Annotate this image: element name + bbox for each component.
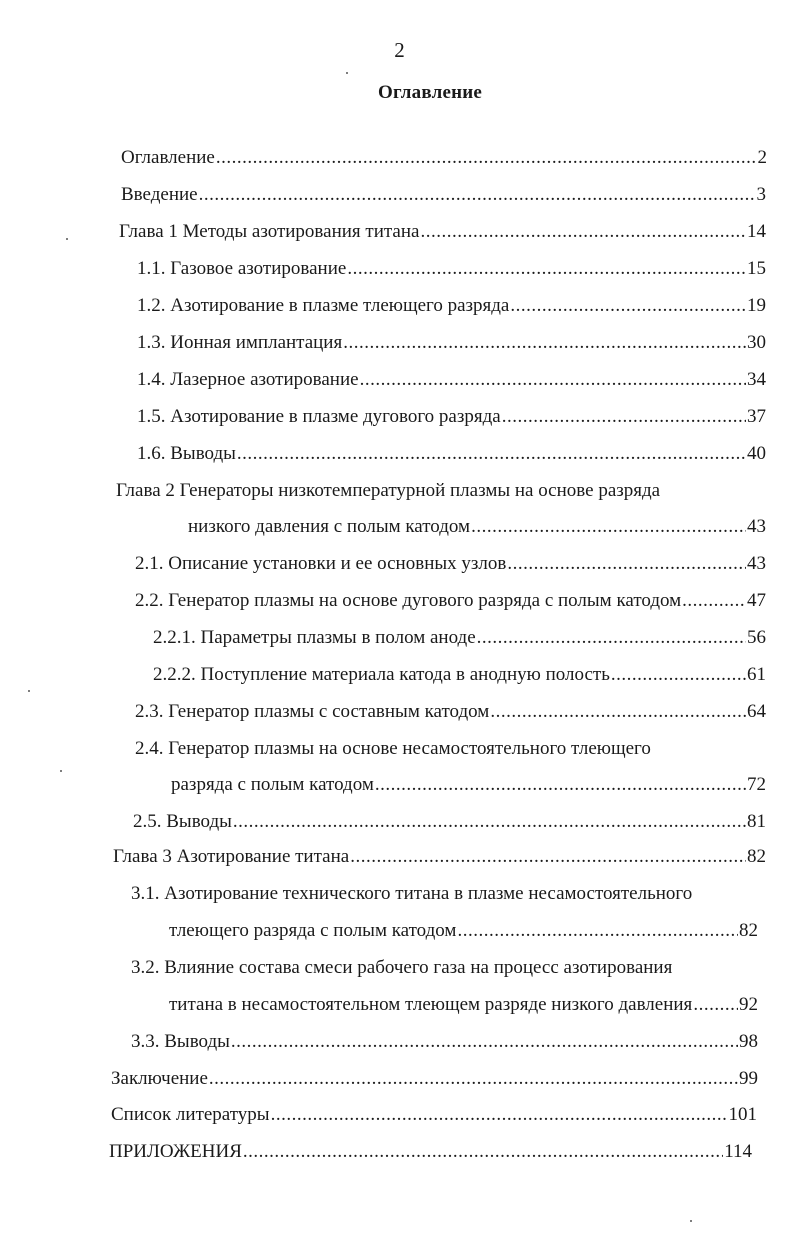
toc-leader-dots	[243, 1140, 723, 1164]
toc-entry	[169, 993, 758, 1017]
toc-entry	[137, 442, 766, 466]
toc-leader-dots	[507, 552, 746, 576]
toc-entry-page: 3	[756, 184, 766, 205]
toc-entry	[113, 845, 766, 869]
toc-leader-dots	[682, 589, 746, 613]
toc-entry	[171, 773, 766, 797]
toc-entry-page: 30	[747, 332, 766, 353]
toc-entry-text: 1.3. Ионная имплантация	[137, 332, 343, 353]
toc-leader-dots	[350, 845, 746, 869]
toc-entry-page: 40	[747, 443, 766, 464]
scan-speck	[346, 72, 348, 74]
toc-entry	[135, 700, 766, 724]
toc-entry-page: 92	[739, 994, 758, 1015]
toc-entry-page: 98	[739, 1031, 758, 1052]
toc-entry-first-line: 2.4. Генератор плазмы на основе несамостоятельного тлеющего	[135, 738, 651, 759]
toc-entry	[137, 405, 766, 429]
toc-entry	[135, 589, 766, 613]
toc-entry	[119, 220, 766, 244]
toc-entry-text: 2.5. Выводы	[133, 811, 232, 832]
toc-entry-text: 3.3. Выводы	[131, 1031, 230, 1052]
toc-leader-dots	[471, 515, 746, 539]
toc-entry-text: ПРИЛОЖЕНИЯ	[109, 1141, 242, 1162]
toc-leader-dots	[490, 700, 746, 724]
toc-entry-text: 1.4. Лазерное азотирование	[137, 369, 359, 390]
toc-entry-text: тлеющего разряда с полым катодом	[169, 920, 457, 941]
toc-entry-text: 1.6. Выводы	[137, 443, 236, 464]
toc-entry-page: 37	[747, 406, 766, 427]
toc-entry-text: 2.2.2. Поступление материала катода в анодную полость	[153, 664, 610, 685]
toc-entry	[188, 515, 766, 539]
toc-entry	[111, 1103, 757, 1127]
toc-leader-dots	[375, 773, 746, 797]
toc-entry-page: 43	[747, 553, 766, 574]
toc-entry-text: низкого давления с полым катодом	[188, 516, 471, 537]
toc-leader-dots	[233, 810, 746, 834]
toc-entry-page: 43	[747, 516, 766, 537]
toc-entry-text: 2.3. Генератор плазмы с составным катодом	[135, 701, 490, 722]
toc-entry	[121, 146, 767, 170]
toc-leader-dots	[343, 331, 746, 355]
toc-entry-page: 47	[747, 590, 766, 611]
toc-entry	[137, 257, 766, 281]
toc-entry	[137, 294, 766, 318]
toc-entry-text: Глава 3 Азотирование титана	[113, 846, 350, 867]
toc-entry	[169, 919, 758, 943]
toc-entry-page: 101	[728, 1104, 757, 1125]
toc-entry	[137, 331, 766, 355]
toc-entry-first-line: Глава 2 Генераторы низкотемпературной плазмы на основе разряда	[116, 480, 661, 501]
toc-entry-text: 1.5. Азотирование в плазме дугового разряда	[137, 406, 501, 427]
toc-leader-dots	[502, 405, 746, 429]
toc-leader-dots	[216, 146, 757, 170]
toc-leader-dots	[231, 1030, 738, 1054]
toc-entry-text: титана в несамостоятельном тлеющем разряде низкого давления	[169, 994, 693, 1015]
toc-entry	[131, 1030, 758, 1054]
toc-entry-page: 64	[747, 701, 766, 722]
scan-speck	[690, 1220, 692, 1222]
toc-entry-page: 14	[747, 221, 766, 242]
toc-leader-dots	[347, 257, 746, 281]
toc-entry	[109, 1140, 752, 1164]
toc-entry-page: 72	[747, 774, 766, 795]
toc-entry-page: 56	[747, 627, 766, 648]
toc-entry-text: разряда с полым катодом	[171, 774, 374, 795]
toc-entry-text: Введение	[121, 184, 198, 205]
toc-entry	[137, 368, 766, 392]
toc-leader-dots	[237, 442, 746, 466]
toc-leader-dots	[360, 368, 746, 392]
toc-entry	[121, 183, 766, 207]
toc-entry-page: 2	[757, 147, 767, 168]
toc-entry-text: 1.1. Газовое азотирование	[137, 258, 347, 279]
toc-leader-dots	[271, 1103, 728, 1127]
toc-entry	[153, 626, 766, 650]
toc-entry-page: 34	[747, 369, 766, 390]
scan-speck	[60, 770, 62, 772]
toc-leader-dots	[457, 919, 738, 943]
toc-entry-first-line: 3.2. Влияние состава смеси рабочего газа на процесс азотирования	[131, 957, 673, 978]
toc-entry-text: 1.2. Азотирование в плазме тлеющего разряда	[137, 295, 510, 316]
toc-entry-page: 15	[747, 258, 766, 279]
toc-entry-text: 2.2. Генератор плазмы на основе дугового разряда с полым катодом	[135, 590, 682, 611]
toc-entry-text: Оглавление	[121, 147, 215, 168]
page-number: 2	[394, 38, 405, 62]
toc-leader-dots	[477, 626, 746, 650]
toc-leader-dots	[693, 993, 738, 1017]
toc-entry-first-line: 3.1. Азотирование технического титана в плазме несамостоятельного	[131, 883, 693, 904]
toc-entry-text: Глава 1 Методы азотирования титана	[119, 221, 420, 242]
toc-entry-page: 114	[724, 1141, 752, 1162]
toc-leader-dots	[199, 183, 756, 207]
toc-leader-dots	[420, 220, 746, 244]
toc-entry	[153, 663, 766, 687]
toc-entry-text: 2.2.1. Параметры плазмы в полом аноде	[153, 627, 476, 648]
toc-leader-dots	[209, 1067, 738, 1091]
toc-entry-text: 2.1. Описание установки и ее основных узлов	[135, 553, 507, 574]
toc-entry-page: 19	[747, 295, 766, 316]
toc-entry-text: Список литературы	[111, 1104, 270, 1125]
toc-entry	[135, 552, 766, 576]
toc-leader-dots	[510, 294, 746, 318]
toc-entry-text: Заключение	[111, 1068, 208, 1089]
page-title: Оглавление	[377, 82, 483, 103]
toc-entry-page: 61	[747, 664, 766, 685]
toc-entry-page: 82	[739, 920, 758, 941]
toc-entry	[133, 810, 766, 834]
toc-entry-page: 82	[747, 846, 766, 867]
scan-speck	[66, 238, 68, 240]
scan-speck	[28, 690, 30, 692]
toc-entry	[111, 1067, 758, 1091]
toc-leader-dots	[611, 663, 746, 687]
toc-entry-page: 81	[747, 811, 766, 832]
toc-entry-page: 99	[739, 1068, 758, 1089]
